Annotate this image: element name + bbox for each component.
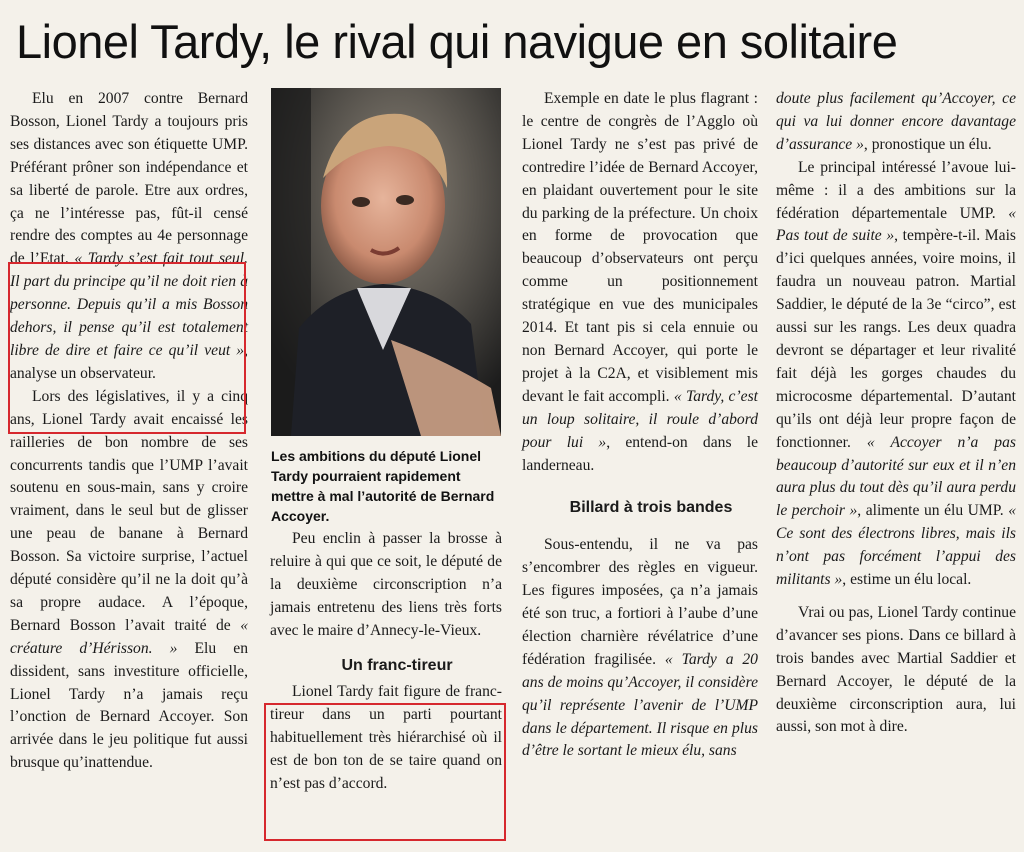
text: Lors des législatives, il y a cinq ans, Lionel Tardy avait encaissé les railleries de bon nombre de ses concurrents tandis que l’UMP l’avait soutenu en sous-main, sans y croire vraiment, dans le seul but de glisser une peau de banane à Bernard Bosson. Sa victoire surprise, l’actuel député considère qu’il ne la doit qu’à sa propre audace. A l’époque, Bernard Bosson l’avait traité de: [10, 387, 248, 634]
text: Le principal intéressé l’avoue lui-même : il a des ambitions sur la fédération départementale UMP.: [776, 158, 1016, 222]
article-column-4: [776, 88, 1016, 739]
paragraph: [522, 88, 758, 477]
article-column-1: [10, 88, 248, 775]
paragraph: Peu enclin à passer la brosse à reluire à qui que ce soit, le député de la deuxième circonscription n’a jamais entretenu des liens très forts avec le maire d’Annecy-le-Vieux.: [270, 530, 502, 639]
text: , tempère-t-il. Mais d’ici quelques années, voire moins, il faudra un nouveau patron. Martial Saddier, le député de la 3e “circo”, est aussi sur les rangs. Les deux quadra devront se départager et leur rivalité fait déjà les gorges chaudes du microcosme départemental. D’autant qu’ils ont déjà leur propre façon de fonctionner.: [776, 227, 1016, 451]
article-column-3: [522, 88, 758, 763]
photo-caption: Les ambitions du député Lionel Tardy pourraient rapidement mettre à mal l’autorité de Bernard Accoyer.: [271, 448, 495, 524]
quote: doute plus facilement qu’Accoyer, ce qui va lui donner encore davantage d’assurance »: [776, 90, 1016, 153]
text: Exemple en date le plus flagrant : le centre de congrès de l’Agglo où Lionel Tardy ne s’est pas privé de contredire l’idée de Bernard Accoyer, en plaidant ouvertement pour le site du parking de la préfecture. Un choix en forme de provocation que beaucoup d’observateurs ont perçu comme un positionnement stratégique en vue des municipales 2014. Et tant pis si cela ennuie ou non Bernard Accoyer, qui porte le projet à la C2A, et visiblement mis devant le fait accompli.: [522, 90, 758, 405]
paragraph: [776, 88, 1016, 157]
text: , entend-on dans le landerneau.: [522, 433, 758, 474]
pull-quote: « Tardy s’est fait tout seul. Il part du principe qu’il ne doit rien à personne. Depuis qu’il a mis Bosson dehors, il pense qu’il est totalement libre de dire et faire ce qu’il veut »: [10, 250, 248, 359]
paragraph: [522, 534, 758, 763]
quote: « Tardy a 20 ans de moins qu’Accoyer, il considère qu’il représente l’avenir de l’UMP dans le département. Il risque en plus d’être le sortant le mieux élu, sans: [522, 650, 758, 760]
text: , alimente un élu UMP.: [857, 502, 1009, 520]
article-column-2: [270, 528, 502, 796]
portrait-illustration: [271, 88, 501, 436]
quote: « créature d’Hérisson. »: [10, 616, 248, 657]
text: Elu en dissident, sans investiture officielle, Lionel Tardy n’a jamais reçu l’onction de Bernard Accoyer. Son arrivée dans le jeu politique fut aussi brusque qu’inattendue.: [10, 639, 248, 772]
quote: « Tardy, c’est un loup solitaire, il roule d’abord pour lui »: [522, 387, 758, 451]
section-subhead: Un franc-tireur: [341, 656, 453, 674]
quote: « Pas tout de suite »: [776, 204, 1016, 245]
text: , estime un élu local.: [842, 571, 972, 589]
highlighted-paragraph: Lionel Tardy fait figure de franc-tireur dans un parti pourtant habituellement très hiérarchisé où il est de bon ton de se taire quand on n’est pas d’accord.: [270, 683, 502, 793]
article-headline: Lionel Tardy, le rival qui navigue en solitaire: [16, 15, 898, 68]
text: , pronostique un élu.: [863, 135, 992, 153]
quote: « Ce sont des électrons libres, mais ils n’ont pas forcément l’appui des militants »: [776, 502, 1016, 589]
quote: « Accoyer n’a pas beaucoup d’autorité sur eux et il n’en aura plus du tout dès qu’il aura perdu le perchoir »: [776, 433, 1016, 520]
paragraph: [10, 88, 248, 386]
text: , analyse un observateur.: [10, 341, 248, 382]
paragraph: [776, 157, 1016, 592]
paragraph: [10, 386, 248, 775]
text: Sous-entendu, il ne va pas s’encombrer des règles en vigueur. Les figures imposées, ça n’a jamais été son truc, a fortiori à l’aube d’une élection charnière révélatrice d’une fédération fragilisée.: [522, 536, 758, 668]
text: Elu en 2007 contre Bernard Bosson, Lionel Tardy a toujours pris ses distances avec son étiquette UMP. Préférant prôner son indépendance et sa liberté de parole. Etre aux ordres, ça ne l’intéresse pas, fût-il censé rendre des comptes au 4e personnage de l’Etat.: [10, 90, 248, 268]
section-subhead: Billard à trois bandes: [569, 499, 733, 517]
paragraph: Vrai ou pas, Lionel Tardy continue d’avancer ses pions. Dans ce billard à trois bandes avec Martial Saddier et Bernard Accoyer, le député de la deuxième circonscription aura, lui aussi, son mot à dire.: [776, 603, 1016, 736]
portrait-photo: [271, 88, 501, 436]
